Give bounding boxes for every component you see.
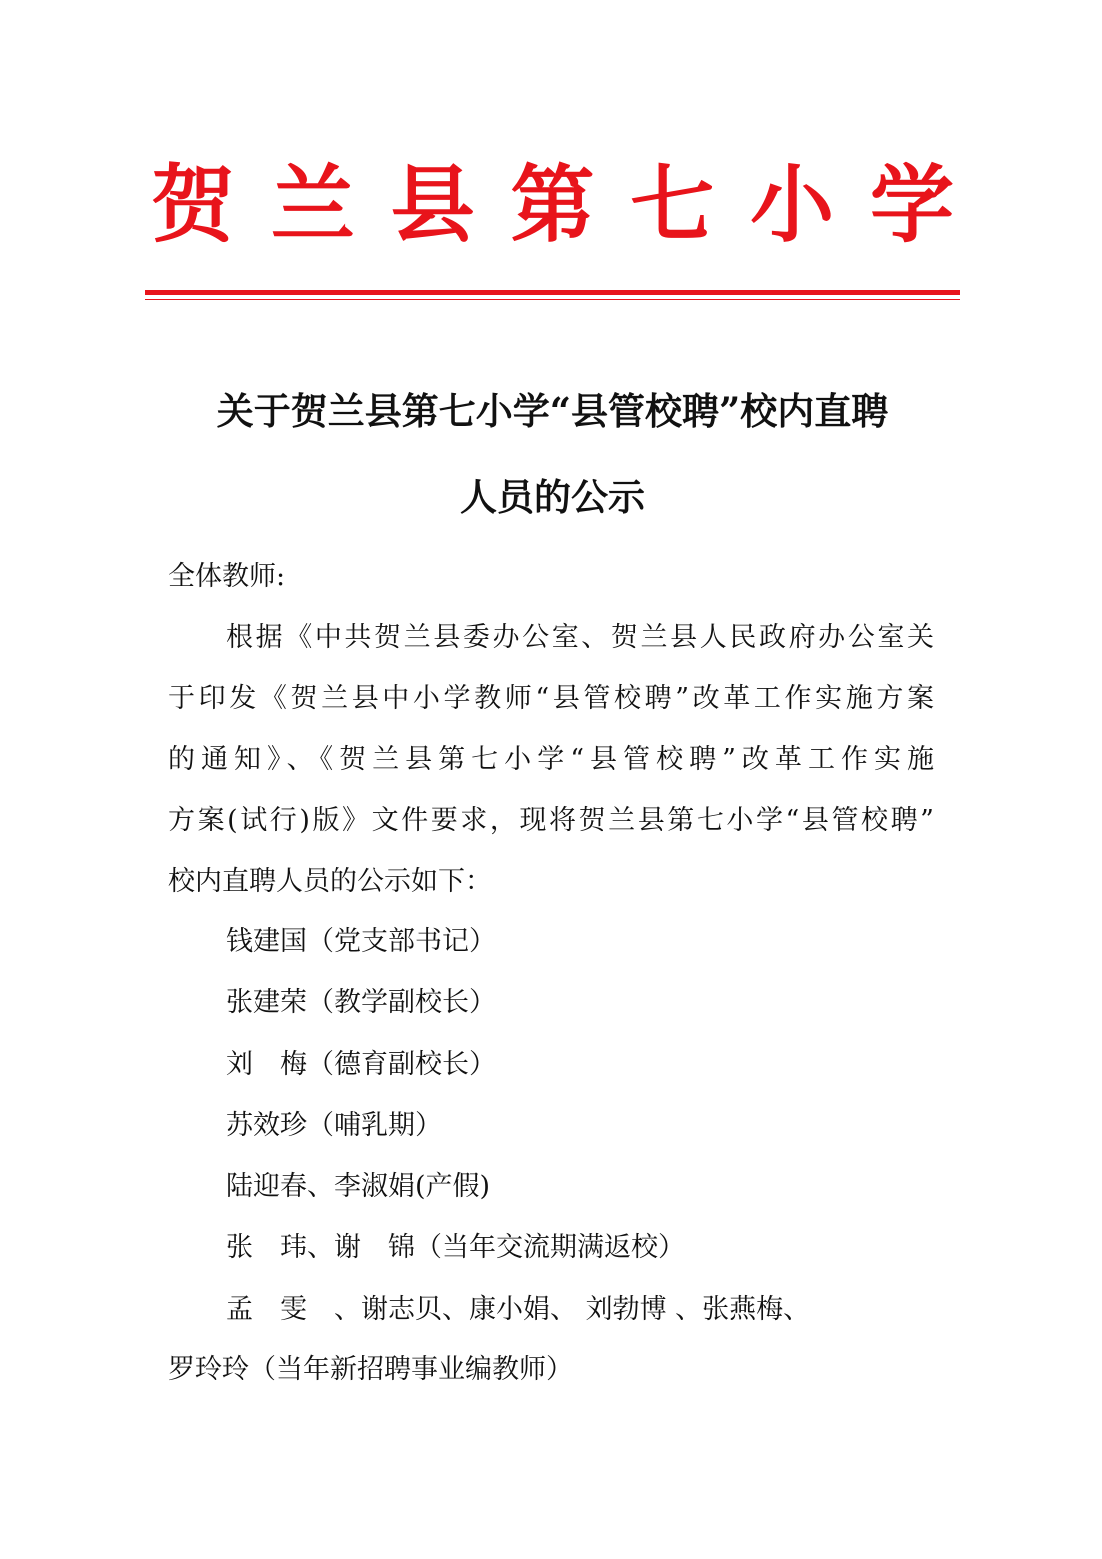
- letterhead-char: 学: [869, 156, 954, 254]
- list-item: 孟 雯 、谢志贝、康小娟、 刘勃博 、张燕梅、: [226, 1294, 811, 1325]
- letterhead-char: 第: [510, 156, 595, 254]
- list-item: 陆迎春、李淑娟(产假): [226, 1171, 491, 1202]
- paragraph-line: 方案(试行)版》文件要求，现将贺兰县第七小学“县管校聘”: [168, 805, 934, 836]
- document-title-line-1: 关于贺兰县第七小学“县管校聘”校内直聘: [216, 389, 889, 433]
- list-item: 刘 梅（德育副校长）: [226, 1049, 496, 1080]
- list-item: 苏效珍（哺乳期）: [226, 1110, 442, 1141]
- paragraph-line: 的通知》、《贺兰县第七小学“县管校聘”改革工作实施: [168, 744, 934, 775]
- list-item: 张建荣（教学副校长）: [226, 987, 496, 1018]
- document-title-line-2: 人员的公示: [460, 475, 645, 519]
- list-item: 钱建国（党支部书记）: [226, 926, 496, 957]
- letterhead-char: 贺: [150, 156, 235, 254]
- salutation: 全体教师:: [168, 561, 286, 592]
- letterhead-school-name: [145, 150, 960, 260]
- paragraph-line: 于印发《贺兰县中小学教师“县管校聘”改革工作实施方案: [168, 683, 934, 714]
- list-item: 张 玮、谢 锦（当年交流期满返校）: [226, 1232, 685, 1263]
- letterhead-char: 县: [390, 156, 475, 254]
- letterhead-divider-thin: [145, 299, 960, 300]
- list-item: 罗玲玲（当年新招聘事业编教师）: [168, 1354, 573, 1385]
- letterhead-char: 七: [630, 156, 715, 254]
- letterhead-char: 兰: [270, 156, 355, 254]
- paragraph-line: 校内直聘人员的公示如下：: [168, 866, 492, 897]
- letterhead-char: 小: [750, 156, 835, 254]
- paragraph-line: 根据《中共贺兰县委办公室、贺兰县人民政府办公室关: [226, 622, 934, 653]
- letterhead-divider-thick: [145, 290, 960, 295]
